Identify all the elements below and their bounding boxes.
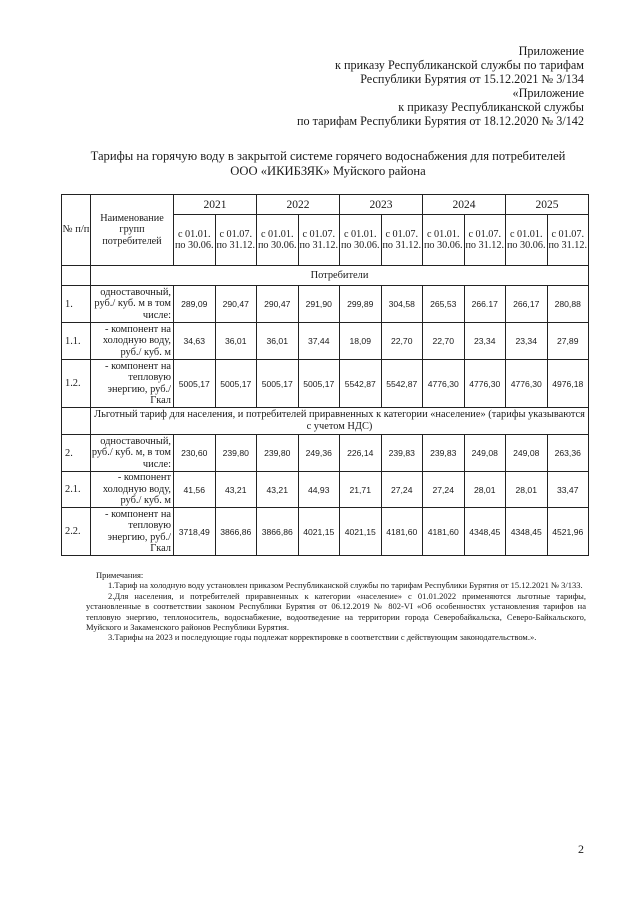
tariff-value: 27,24 — [423, 472, 465, 508]
table-row — [62, 286, 589, 323]
tariff-value: 280,88 — [547, 286, 589, 323]
period-header-h1: с 01.01. по 30.06. — [340, 215, 382, 266]
col-header-no: № п/п — [62, 195, 91, 266]
tariff-value: 4521,96 — [547, 508, 589, 556]
tariff-value: 290,47 — [215, 286, 257, 323]
tariff-value: 265,53 — [423, 286, 465, 323]
tariff-value: 4776,30 — [506, 360, 548, 408]
tariff-value: 4181,60 — [423, 508, 465, 556]
tariff-value: 5005,17 — [298, 360, 340, 408]
tariff-value: 5542,87 — [381, 360, 423, 408]
tariff-value: 4776,30 — [423, 360, 465, 408]
tariff-value: 226,14 — [340, 435, 382, 472]
note-item: 1.Тариф на холодную воду установлен приказом Республиканской службы по тарифам Республики Бурятия от 15.12.2021 № 3/133. — [108, 580, 583, 591]
notes-section — [86, 570, 586, 643]
tariff-value: 290,47 — [257, 286, 299, 323]
row-number: 2.1. — [62, 472, 91, 508]
tariff-value: 230,60 — [174, 435, 216, 472]
header-line: «Приложение — [512, 86, 584, 100]
period-header-h1: с 01.01. по 30.06. — [257, 215, 299, 266]
tariff-value: 22,70 — [381, 323, 423, 360]
section-title: Потребители — [91, 266, 589, 286]
tariff-value: 4181,60 — [381, 508, 423, 556]
header-line: к приказу Республиканской службы — [398, 100, 584, 114]
header-line: к приказу Республиканской службы по тарифам — [335, 58, 584, 72]
year-header: 2025 — [506, 195, 589, 215]
tariff-value: 22,70 — [423, 323, 465, 360]
row-name: - компонент на тепловую энергию, руб./Гкал — [91, 508, 174, 556]
header-line: по тарифам Республики Бурятия от 18.12.2020 № 3/142 — [296, 114, 584, 128]
tariff-value: 5005,17 — [257, 360, 299, 408]
row-name: - компонент на холодную воду, руб./ куб. м — [91, 323, 174, 360]
tariff-value: 21,71 — [340, 472, 382, 508]
tariff-table — [61, 194, 589, 556]
note-item: 3.Тарифы на 2023 и последующие годы подлежат корректировке в соответствии с действующим законодательством.». — [108, 632, 537, 643]
row-name: одноставочный, руб./ куб. м, в том числе: — [91, 435, 174, 472]
tariff-value: 289,09 — [174, 286, 216, 323]
appendix-header — [224, 44, 584, 128]
period-header-h2: с 01.07. по 31.12. — [215, 215, 257, 266]
tariff-value: 249,08 — [464, 435, 506, 472]
tariff-value: 249,08 — [506, 435, 548, 472]
tariff-value: 239,83 — [423, 435, 465, 472]
table-row — [62, 323, 589, 360]
tariff-value: 4348,45 — [464, 508, 506, 556]
tariff-value: 3866,86 — [215, 508, 257, 556]
tariff-value: 5542,87 — [340, 360, 382, 408]
year-header: 2021 — [174, 195, 257, 215]
tariff-value: 4021,15 — [340, 508, 382, 556]
tariff-value: 27,24 — [381, 472, 423, 508]
tariff-value: 249,36 — [298, 435, 340, 472]
row-number: 1.1. — [62, 323, 91, 360]
tariff-value: 18,09 — [340, 323, 382, 360]
tariff-value: 27,89 — [547, 323, 589, 360]
page-number: 2 — [578, 842, 584, 856]
row-number: 2.2. — [62, 508, 91, 556]
year-header: 2022 — [257, 195, 340, 215]
tariff-value: 5005,17 — [215, 360, 257, 408]
year-header: 2024 — [423, 195, 506, 215]
row-name: - компонент на тепловую энергию, руб./Гкал — [91, 360, 174, 408]
period-header-h1: с 01.01. по 30.06. — [423, 215, 465, 266]
tariff-value: 291,90 — [298, 286, 340, 323]
tariff-value: 28,01 — [506, 472, 548, 508]
row-number: 2. — [62, 435, 91, 472]
tariff-value: 4776,30 — [464, 360, 506, 408]
table-row — [62, 435, 589, 472]
tariff-value: 43,21 — [215, 472, 257, 508]
tariff-value: 5005,17 — [174, 360, 216, 408]
tariff-value: 44,93 — [298, 472, 340, 508]
period-header-h2: с 01.07. по 31.12. — [547, 215, 589, 266]
year-header: 2023 — [340, 195, 423, 215]
tariff-value: 266.17 — [464, 286, 506, 323]
tariff-value: 36,01 — [215, 323, 257, 360]
tariff-value: 36,01 — [257, 323, 299, 360]
tariff-value: 263,36 — [547, 435, 589, 472]
tariff-value: 304,58 — [381, 286, 423, 323]
table-row — [62, 360, 589, 408]
title-line: Тарифы на горячую воду в закрытой системе горячего водоснабжения для потребителей — [90, 149, 566, 163]
tariff-value: 43,21 — [257, 472, 299, 508]
row-number: 1. — [62, 286, 91, 323]
notes-heading: Примечания: — [96, 570, 144, 580]
header-line: Республики Бурятия от 15.12.2021 № 3/134 — [360, 72, 584, 86]
period-header-h1: с 01.01. по 30.06. — [174, 215, 216, 266]
period-header-h2: с 01.07. по 31.12. — [464, 215, 506, 266]
tariff-value: 41,56 — [174, 472, 216, 508]
tariff-value: 33,47 — [547, 472, 589, 508]
period-header-h1: с 01.01. по 30.06. — [506, 215, 548, 266]
section-row — [62, 266, 589, 286]
section-title: Льготный тариф для населения, и потребителей приравненных к категории «население» (тарифы указываются с учетом НДС) — [91, 408, 589, 435]
tariff-value: 4348,45 — [506, 508, 548, 556]
tariff-value: 23,34 — [506, 323, 548, 360]
note-item: 2.Для населения, и потребителей приравненных к категории «население» с 01.01.2022 применяются льготные тарифы, установленные в соответствии законом Республики Бурятия от 06.12.2019 № 802-VI «Об особенностях установления тарифов на тепловую энергию, теплоноситель, водоснабжение, водоотведение на территории города Северобайкальска, Северо-Байкальского, Муйского и Закаменского районов Республики Бурятия. — [86, 590, 586, 633]
period-header-h2: с 01.07. по 31.12. — [298, 215, 340, 266]
tariff-value: 4021,15 — [298, 508, 340, 556]
tariff-value: 299,89 — [340, 286, 382, 323]
tariff-value: 34,63 — [174, 323, 216, 360]
tariff-value: 23,34 — [464, 323, 506, 360]
title-line: ООО «ИКИБЗЯК» Муйского района — [230, 164, 426, 178]
tariff-value: 28,01 — [464, 472, 506, 508]
document-title — [50, 149, 606, 179]
table-row — [62, 472, 589, 508]
table-row — [62, 508, 589, 556]
section-row — [62, 408, 589, 435]
row-name: одноставочный, руб./ куб. м в том числе: — [91, 286, 174, 323]
tariff-value: 4976,18 — [547, 360, 589, 408]
tariff-value: 239,80 — [215, 435, 257, 472]
col-header-name: Наименование групп потребителей — [91, 195, 174, 266]
tariff-value: 3866,86 — [257, 508, 299, 556]
tariff-value: 239,80 — [257, 435, 299, 472]
tariff-value: 3718,49 — [174, 508, 216, 556]
row-name: - компонент холодную воду, руб./ куб. м — [91, 472, 174, 508]
tariff-value: 266,17 — [506, 286, 548, 323]
header-line: Приложение — [518, 44, 584, 58]
tariff-value: 37,44 — [298, 323, 340, 360]
row-number: 1.2. — [62, 360, 91, 408]
year-header-row — [62, 195, 589, 215]
period-header-h2: с 01.07. по 31.12. — [381, 215, 423, 266]
tariff-value: 239,83 — [381, 435, 423, 472]
